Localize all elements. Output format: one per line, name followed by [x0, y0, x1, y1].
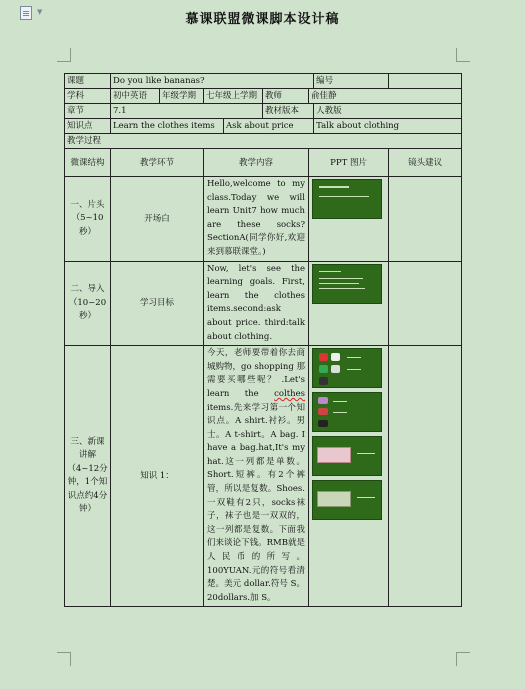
number-value: [389, 74, 462, 89]
number-label: 编号: [314, 74, 389, 89]
knowledge-point-1: Learn the clothes items: [111, 119, 224, 134]
camera-cell: [389, 177, 462, 262]
page-title: 慕课联盟微课脚本设计稿: [185, 12, 340, 27]
section-content: Now, let's see the learning goals. First, learn the clothes items.second:ask about price. third:talk about clothing.: [204, 261, 309, 346]
section-content: Hello,welcome to my class.Today we will learn Unit7 how much are these socks? SectionA(同学你好,欢迎来到慕联课堂。): [204, 177, 309, 262]
col-ppt: PPT 图片: [309, 149, 389, 177]
ppt-cell: [309, 177, 389, 262]
edition-label: 教材版本: [263, 104, 314, 119]
section-stage: 学习目标: [111, 261, 204, 346]
camera-cell: [389, 261, 462, 346]
margin-corner-mark: [57, 48, 71, 62]
script-design-table: [64, 73, 462, 607]
knowledge-label: 知识点: [65, 119, 111, 134]
camera-cell: [389, 346, 462, 607]
ppt-slide-thumbnail: [312, 392, 382, 432]
chapter-label: 章节: [65, 104, 111, 119]
chevron-down-icon[interactable]: ▼: [37, 8, 43, 16]
col-stage: 教学环节: [111, 149, 204, 177]
rmb-banknote-image: [317, 447, 351, 463]
knowledge-point-2: Ask about price: [224, 119, 314, 134]
section-content: 今天，老师要带着你去商城购物，go shopping 那需要买哪些呢？ .Let's learn the colthes items.先来学习第一个知识点。A shirt.衬衫。男士。A t-shirt。A bag. I have a bag.hat,It's my hat.这一列都是单数。Short.短裤。有2个裤管，所以是复数。Shoes.一双鞋有2只，socks袜子，袜子也是一双双的，这一列都是复数。下面我们来谈论下钱。RMB就是人民币的所写。100YUAN.元的符号看清楚。美元 dollar.符号 S。20dollars.加 S。: [204, 346, 309, 607]
process-label: 教学过程: [65, 134, 462, 149]
knowledge-point-3: Talk about clothing: [314, 119, 462, 134]
topic-value: Do you like bananas?: [111, 74, 314, 89]
chapter-value: 7.1: [111, 104, 263, 119]
edition-value: 人教版: [314, 104, 462, 119]
margin-corner-mark: [456, 48, 470, 62]
subject-label: 学科: [65, 89, 111, 104]
ppt-slide-thumbnail: [312, 480, 382, 520]
subject-value: 初中英语: [111, 89, 160, 104]
dollar-banknote-image: [317, 491, 351, 507]
teacher-value: 俞佳静: [309, 89, 462, 104]
section-structure: 二、导入（10~20秒）: [65, 261, 111, 346]
ppt-slide-thumbnail: [312, 264, 382, 304]
col-camera: 镜头建议: [389, 149, 462, 177]
ppt-slide-thumbnail: [312, 436, 382, 476]
section-structure: 一、片头（5~10秒）: [65, 177, 111, 262]
ppt-slide-thumbnail: [312, 348, 382, 388]
margin-corner-mark: [57, 652, 71, 666]
section-structure: 三、新课讲解（4~12分钟，1个知识点约4分钟）: [65, 346, 111, 607]
section-stage: 知识 1：: [111, 346, 204, 607]
grade-label: 年级学期: [160, 89, 204, 104]
teacher-label: 教师: [263, 89, 309, 104]
topic-label: 课题: [65, 74, 111, 89]
ppt-slide-thumbnail: [312, 179, 382, 219]
grade-value: 七年级上学期: [204, 89, 263, 104]
section-stage: 开场白: [111, 177, 204, 262]
margin-corner-mark: [456, 652, 470, 666]
col-structure: 微课结构: [65, 149, 111, 177]
ppt-cell: [309, 261, 389, 346]
ppt-cell: [309, 346, 389, 607]
col-content: 教学内容: [204, 149, 309, 177]
